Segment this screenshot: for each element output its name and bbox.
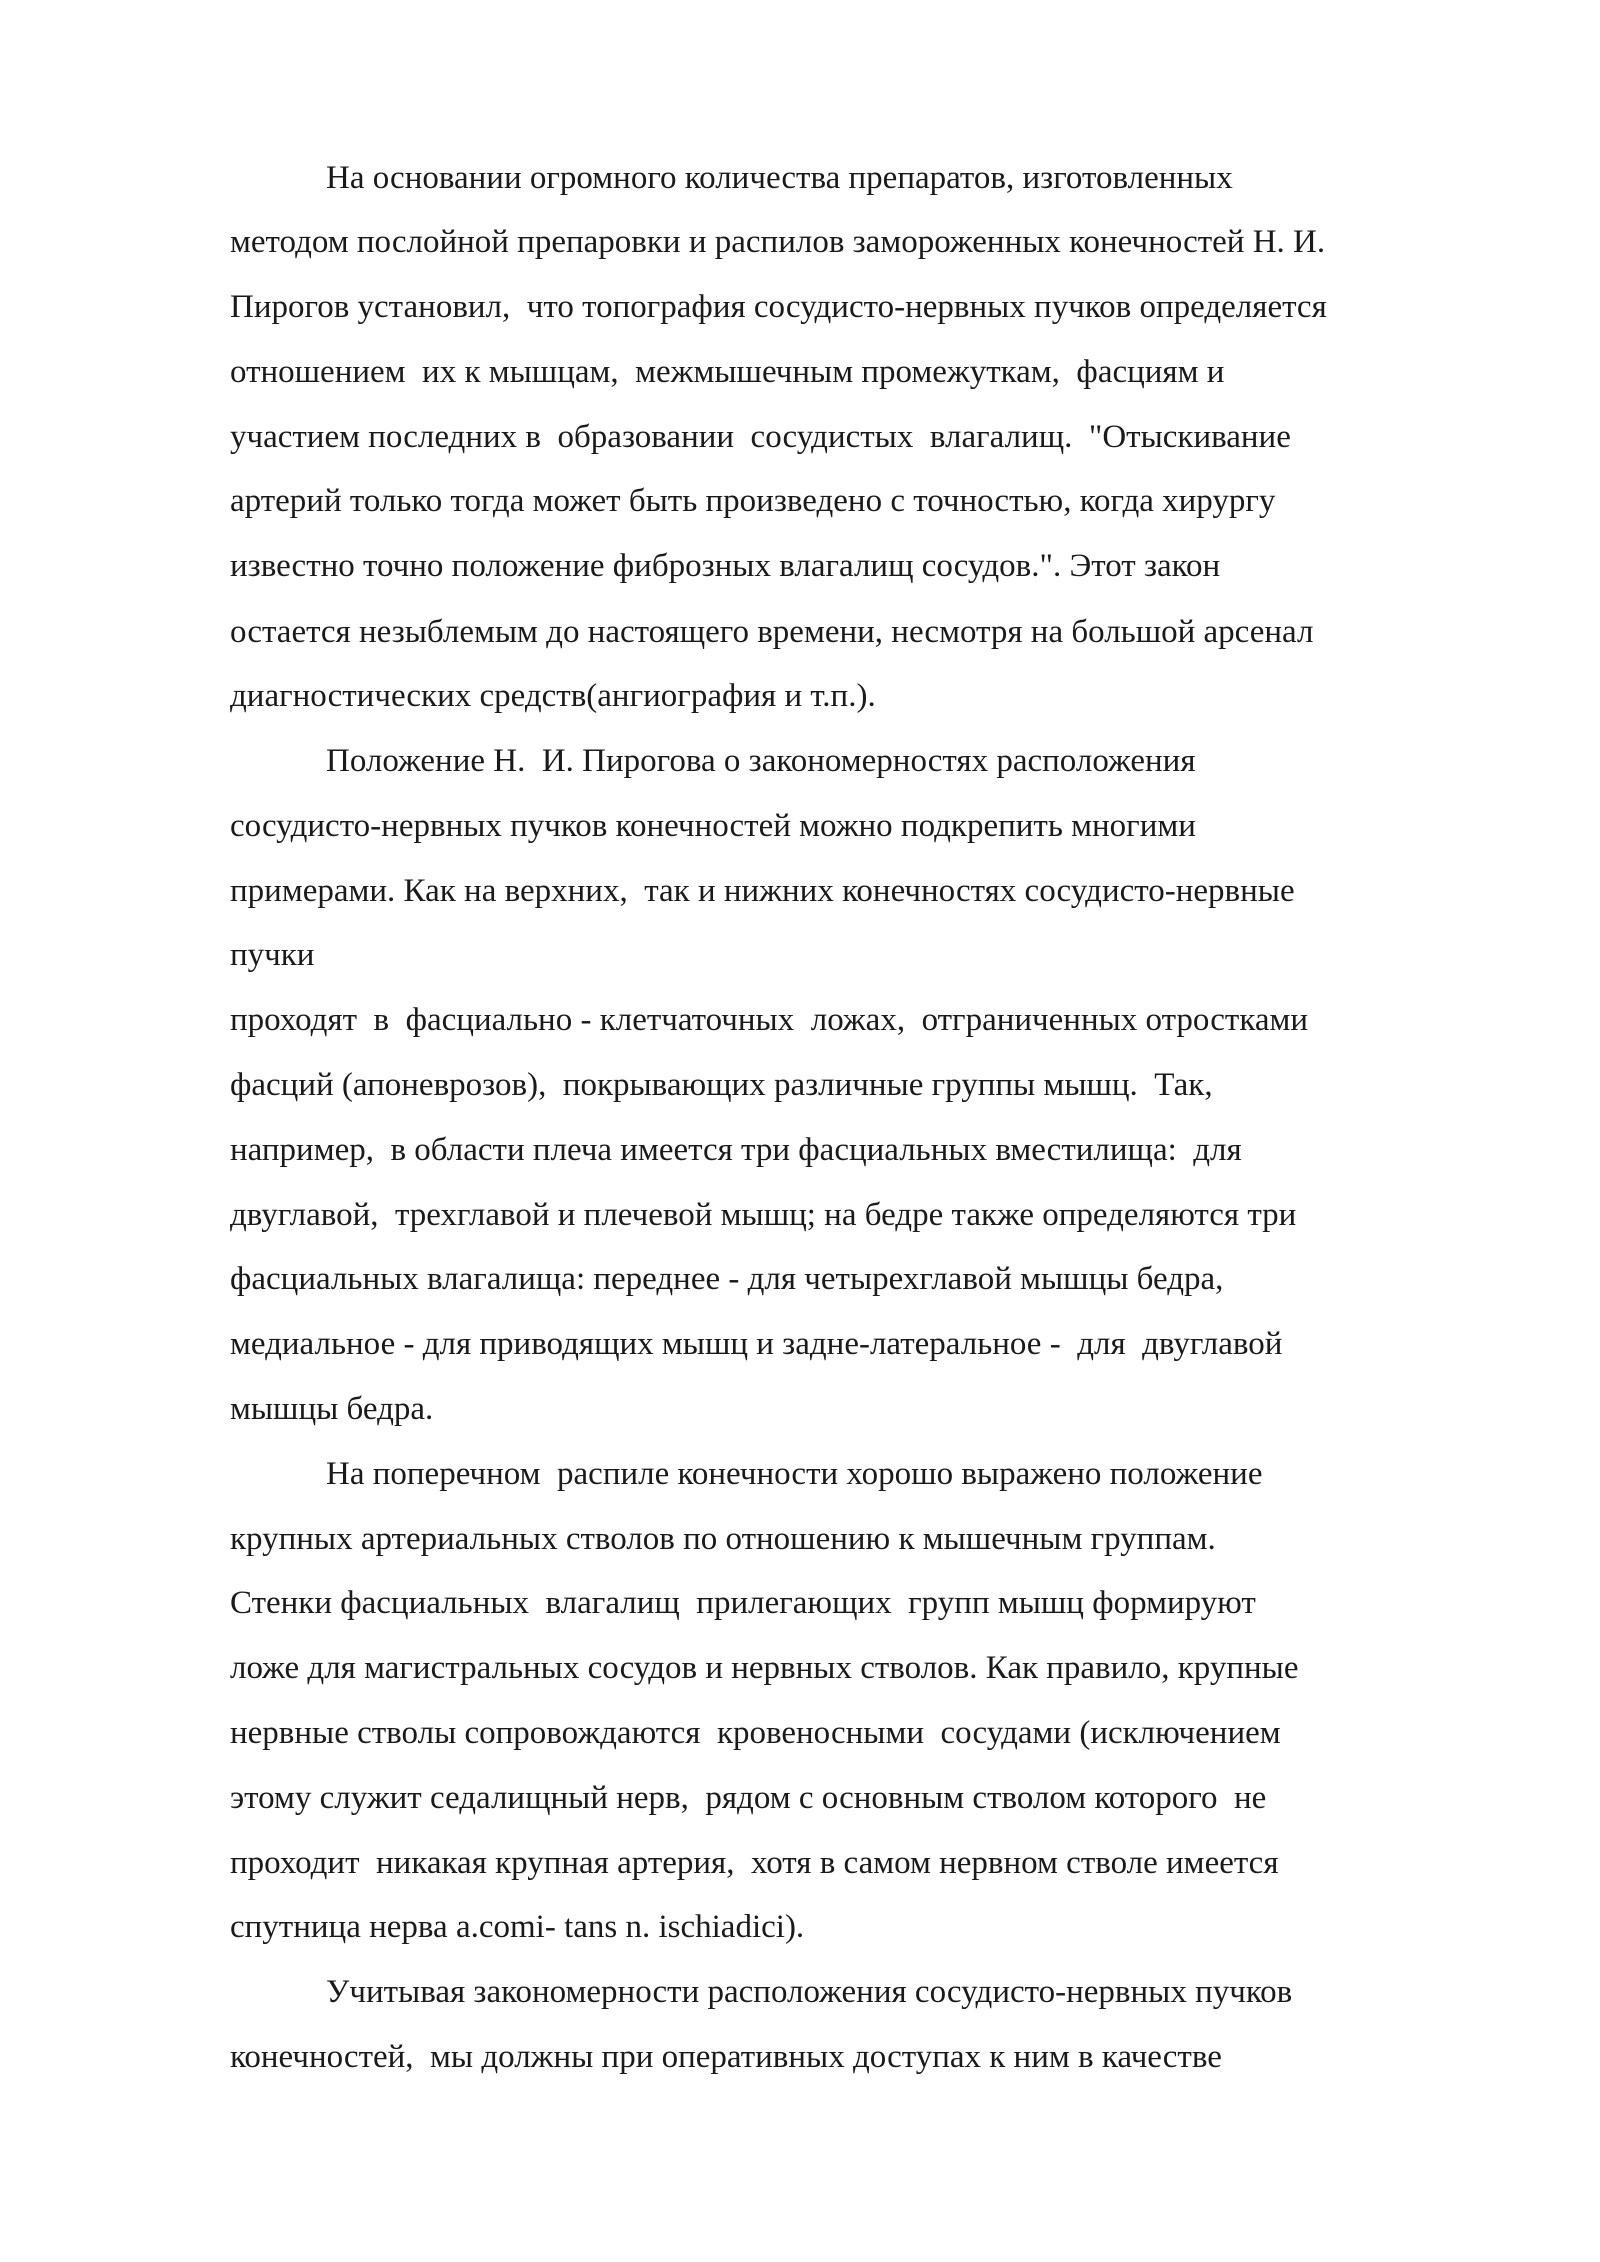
text-line: участием последних в образовании сосудистых влагалищ. "Отыскивание bbox=[230, 419, 1291, 455]
text-line: диагностических средств(ангиография и т.п.). bbox=[230, 678, 876, 714]
text-line: Положение Н. И. Пирогова о закономерностях расположения bbox=[326, 743, 1196, 779]
text-line: фасций (апоневрозов), покрывающих различные группы мышц. Так, bbox=[230, 1067, 1213, 1103]
text-line: отношением их к мышцам, межмышечным промежуткам, фасциям и bbox=[230, 354, 1225, 390]
text-line: спутница нерва a.comi- tans n. ischiadici). bbox=[230, 1909, 805, 1945]
text-line: ложе для магистральных сосудов и нервных стволов. Как правило, крупные bbox=[230, 1650, 1299, 1686]
text-line: проходит никакая крупная артерия, хотя в самом нервном стволе имеется bbox=[230, 1845, 1279, 1881]
text-line: пучки bbox=[230, 937, 315, 973]
text-line: медиальное - для приводящих мышц и задне-латеральное - для двуглавой bbox=[230, 1326, 1283, 1362]
text-line: например, в области плеча имеется три фасциальных вместилища: для bbox=[230, 1132, 1242, 1168]
text-line: проходят в фасциально - клетчаточных ложах, отграниченных отростками bbox=[230, 1002, 1309, 1038]
text-line: конечностей, мы должны при оперативных доступах к ним в качестве bbox=[230, 2039, 1222, 2075]
text-line: Стенки фасциальных влагалищ прилегающих групп мышц формируют bbox=[230, 1585, 1256, 1621]
text-line: На основании огромного количества препаратов, изготовленных bbox=[326, 160, 1233, 196]
text-line: мышцы бедра. bbox=[230, 1391, 434, 1427]
text-line: На поперечном распиле конечности хорошо выражено положение bbox=[326, 1456, 1263, 1492]
text-line: известно точно положение фиброзных влагалищ сосудов.". Этот закон bbox=[230, 548, 1221, 584]
text-line: остается незыблемым до настоящего времени, несмотря на большой арсенал bbox=[230, 614, 1314, 650]
text-line: артерий только тогда может быть произведено с точностью, когда хирургу bbox=[230, 483, 1276, 519]
text-line: Учитывая закономерности расположения сосудисто-нервных пучков bbox=[326, 1974, 1293, 2010]
text-line: фасциальных влагалища: переднее - для четырехглавой мышцы бедра, bbox=[230, 1261, 1224, 1297]
text-line: этому служит седалищный нерв, рядом с основным стволом которого не bbox=[230, 1780, 1267, 1816]
text-line: двуглавой, трехглавой и плечевой мышц; на бедре также определяются три bbox=[230, 1197, 1297, 1233]
text-line: нервные стволы сопровождаются кровеносными сосудами (исключением bbox=[230, 1715, 1281, 1751]
text-line: крупных артериальных стволов по отношению к мышечным группам. bbox=[230, 1521, 1216, 1557]
text-line: Пирогов установил, что топография сосудисто-нервных пучков определяется bbox=[230, 289, 1327, 325]
text-line: сосудисто-нервных пучков конечностей можно подкрепить многими bbox=[230, 808, 1196, 844]
text-line: методом послойной препаровки и распилов замороженных конечностей Н. И. bbox=[230, 224, 1326, 260]
text-line: примерами. Как на верхних, так и нижних конечностях сосудисто-нервные bbox=[230, 873, 1295, 909]
